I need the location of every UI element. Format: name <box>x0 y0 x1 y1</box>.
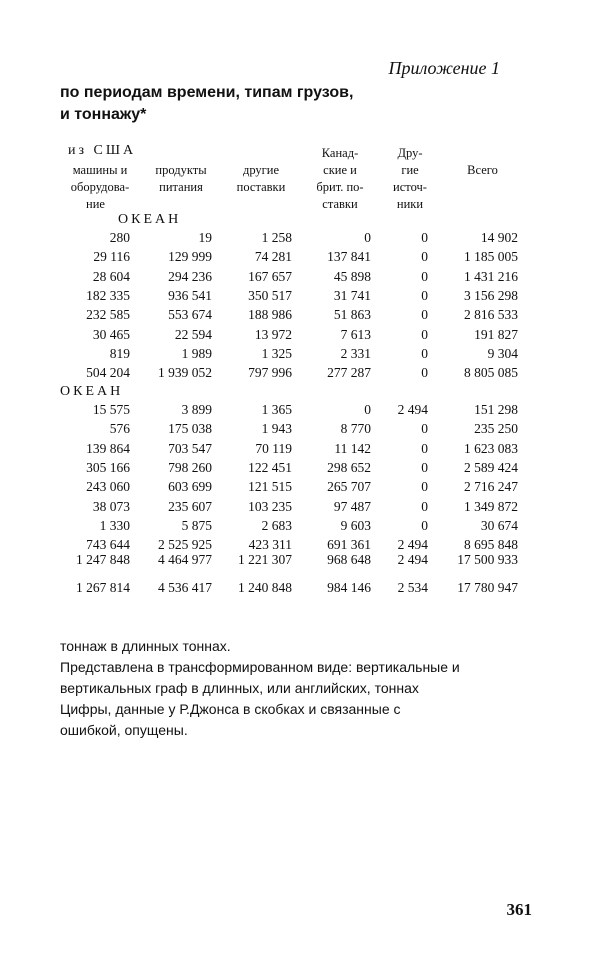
col-header-line: брит. по- <box>316 180 364 194</box>
table-cell: 0 <box>421 249 428 265</box>
table-cell: 1 623 083 <box>464 440 518 456</box>
table-cell: 703 547 <box>168 440 212 456</box>
table-row <box>0 249 600 269</box>
table-cell: 819 <box>109 345 130 361</box>
table-cell: 70 119 <box>255 440 292 456</box>
table-row <box>0 327 600 347</box>
table-cell: 9 603 <box>340 517 371 533</box>
table-cell: 122 451 <box>248 459 292 475</box>
table-cell: 0 <box>421 268 428 284</box>
footnote-line: вертикальных граф в длинных, или английских, тоннах <box>60 680 419 696</box>
table-cell: 17 780 947 <box>457 580 518 595</box>
table-cell: 797 996 <box>248 365 292 381</box>
table-cell: 2 525 925 <box>158 537 212 553</box>
table-cell: 0 <box>421 287 428 303</box>
table-cell: 2 331 <box>340 345 371 361</box>
table-cell: 0 <box>364 230 371 245</box>
table-row <box>0 441 600 461</box>
table-cell: 182 335 <box>86 287 130 303</box>
table-row <box>0 580 600 600</box>
table-cell: 8 770 <box>340 421 371 437</box>
table-cell: 167 657 <box>248 268 292 284</box>
table-cell: 2 494 <box>397 402 428 417</box>
table-cell: 1 221 307 <box>238 552 292 567</box>
col-header-food <box>145 162 217 196</box>
page-number: 361 <box>506 900 532 919</box>
table-cell: 188 986 <box>248 307 292 323</box>
table-cell: 1 267 814 <box>76 580 130 595</box>
table-cell: 743 644 <box>86 537 130 553</box>
table-cell: 1 431 216 <box>464 268 518 284</box>
table-cell: 151 298 <box>474 402 518 417</box>
table-cell: 14 902 <box>480 230 518 245</box>
table-cell: 0 <box>421 345 428 361</box>
table-cell: 19 <box>198 230 212 245</box>
table-cell: 0 <box>421 307 428 323</box>
col-header-line: продукты <box>155 163 207 177</box>
heading-line-1: по периодам времени, типам грузов, <box>60 84 354 101</box>
table-row <box>0 307 600 327</box>
table-cell: 232 585 <box>86 307 130 323</box>
table-row <box>0 421 600 441</box>
table-cell: 13 972 <box>254 326 292 342</box>
table-cell: 45 898 <box>333 268 371 284</box>
table-cell: 1 939 052 <box>158 365 212 381</box>
table-cell: 0 <box>421 459 428 475</box>
table-cell: 51 863 <box>333 307 371 323</box>
table-row <box>0 288 600 308</box>
table-cell: 8 805 085 <box>464 365 518 381</box>
table-cell: 2 494 <box>397 552 428 567</box>
table-cell: 2 589 424 <box>464 459 518 475</box>
table-cell: 191 827 <box>474 326 518 342</box>
table-cell: 0 <box>421 326 428 342</box>
table-cell: 243 060 <box>86 479 130 495</box>
table-cell: 139 864 <box>86 440 130 456</box>
footnote-line: тоннаж в длинных тоннах. <box>60 638 231 654</box>
col-header-total <box>445 162 520 179</box>
table-cell: 11 142 <box>334 440 371 456</box>
table-row <box>0 269 600 289</box>
table-cell: 28 604 <box>92 268 130 284</box>
table-row <box>0 518 600 538</box>
section-label-ocean: ОКЕАН <box>118 212 182 227</box>
table-row <box>0 365 600 385</box>
table-cell: 22 594 <box>174 326 212 342</box>
table-cell: 280 <box>109 230 130 245</box>
col-header-line: ские и <box>323 163 357 177</box>
table-cell: 137 841 <box>327 249 371 265</box>
table-cell: 38 073 <box>92 498 130 514</box>
col-header-line: источ- <box>393 180 427 194</box>
heading-line-2: и тоннажу* <box>60 106 147 123</box>
table-cell: 968 648 <box>327 552 371 567</box>
col-header-line: ние <box>86 197 105 211</box>
table-cell: 4 536 417 <box>158 580 212 595</box>
table-cell: 3 899 <box>181 402 212 417</box>
table-cell: 7 613 <box>340 326 371 342</box>
table-cell: 97 487 <box>333 498 371 514</box>
table-row <box>0 499 600 519</box>
col-header-machines <box>60 162 140 213</box>
table-cell: 0 <box>421 498 428 514</box>
table-row <box>0 402 600 422</box>
table-cell: 5 875 <box>181 517 212 533</box>
table-cell: 121 515 <box>248 479 292 495</box>
table-cell: 576 <box>109 421 130 437</box>
table-cell: 2 494 <box>397 537 428 553</box>
table-cell: 1 185 005 <box>464 249 518 265</box>
table-cell: 2 716 247 <box>464 479 518 495</box>
table-heading <box>60 82 390 126</box>
table-cell: 0 <box>364 402 371 417</box>
table-cell: 504 204 <box>86 365 130 381</box>
table-cell: 15 575 <box>92 402 130 417</box>
table-cell: 29 116 <box>93 249 130 265</box>
table-cell: 984 146 <box>327 580 371 595</box>
table-cell: 603 699 <box>168 479 212 495</box>
table-cell: 936 541 <box>168 287 212 303</box>
table-cell: 691 361 <box>327 537 371 553</box>
table-cell: 129 999 <box>168 249 212 265</box>
table-cell: 305 166 <box>86 459 130 475</box>
table-cell: 1 330 <box>99 517 130 533</box>
col-header-line: поставки <box>236 180 286 194</box>
col-header-line: Канад- <box>321 146 359 160</box>
table-cell: 1 943 <box>261 421 292 437</box>
table-cell: 0 <box>421 440 428 456</box>
table-row <box>0 230 600 250</box>
appendix-label: Приложение 1 <box>388 58 500 78</box>
footnote-line: ошибкой, опущены. <box>60 722 188 738</box>
table-cell: 30 465 <box>92 326 130 342</box>
col-header-other <box>225 162 297 196</box>
table-cell: 798 260 <box>168 459 212 475</box>
footnotes <box>60 636 540 741</box>
col-header-canadian <box>305 145 375 213</box>
table-cell: 103 235 <box>248 498 292 514</box>
table-row <box>0 479 600 499</box>
table-cell: 0 <box>421 365 428 381</box>
col-header-line: питания <box>159 180 203 194</box>
table-cell: 265 707 <box>327 479 371 495</box>
table-cell: 277 287 <box>327 365 371 381</box>
table-cell: 17 500 933 <box>457 552 518 567</box>
from-usa-label: из США <box>68 143 137 158</box>
table-cell: 1 349 872 <box>464 498 518 514</box>
table-cell: 2 534 <box>397 580 428 595</box>
table-cell: 31 741 <box>333 287 371 303</box>
table-cell: 294 236 <box>168 268 212 284</box>
footnote-line: Цифры, данные у Р.Джонса в скобках и связанные с <box>60 701 401 717</box>
table-cell: 553 674 <box>168 307 212 323</box>
table-cell: 0 <box>421 479 428 495</box>
table-cell: 1 258 <box>261 230 292 245</box>
table-cell: 74 281 <box>254 249 292 265</box>
table-cell: 423 311 <box>248 537 292 553</box>
table-cell: 1 247 848 <box>76 552 130 567</box>
table-row <box>0 346 600 366</box>
col-header-other-sources <box>378 145 442 213</box>
table-cell: 1 240 848 <box>238 580 292 595</box>
col-header-line: гие <box>401 163 419 177</box>
col-header-line: Дру- <box>397 146 423 160</box>
table-cell: 1 365 <box>261 402 292 417</box>
table-cell: 4 464 977 <box>158 552 212 567</box>
table-cell: 0 <box>421 517 428 533</box>
table-cell: 175 038 <box>168 421 212 437</box>
table-cell: 3 156 298 <box>464 287 518 303</box>
table-cell: 2 683 <box>261 517 292 533</box>
table-cell: 30 674 <box>480 517 518 533</box>
table-row <box>0 460 600 480</box>
col-header-line: машины и <box>72 163 128 177</box>
section-label-ocean: ОКЕАН <box>60 384 124 399</box>
col-header-line: Всего <box>467 163 498 177</box>
table-cell: 298 652 <box>327 459 371 475</box>
col-header-line: ники <box>396 197 424 211</box>
col-header-line: ставки <box>322 197 358 211</box>
table-cell: 1 325 <box>261 345 292 361</box>
table-cell: 0 <box>421 421 428 437</box>
table-cell: 9 304 <box>487 345 518 361</box>
table-cell: 0 <box>421 230 428 245</box>
table-cell: 235 607 <box>168 498 212 514</box>
col-header-line: другие <box>242 163 280 177</box>
col-header-line: оборудова- <box>70 180 130 194</box>
table-cell: 8 695 848 <box>464 537 518 553</box>
footnote-line: Представлена в трансформированном виде: вертикальные и <box>60 659 460 675</box>
table-cell: 1 989 <box>181 345 212 361</box>
table-row <box>0 552 600 572</box>
table-cell: 2 816 533 <box>464 307 518 323</box>
table-cell: 235 250 <box>474 421 518 437</box>
table-cell: 350 517 <box>248 287 292 303</box>
